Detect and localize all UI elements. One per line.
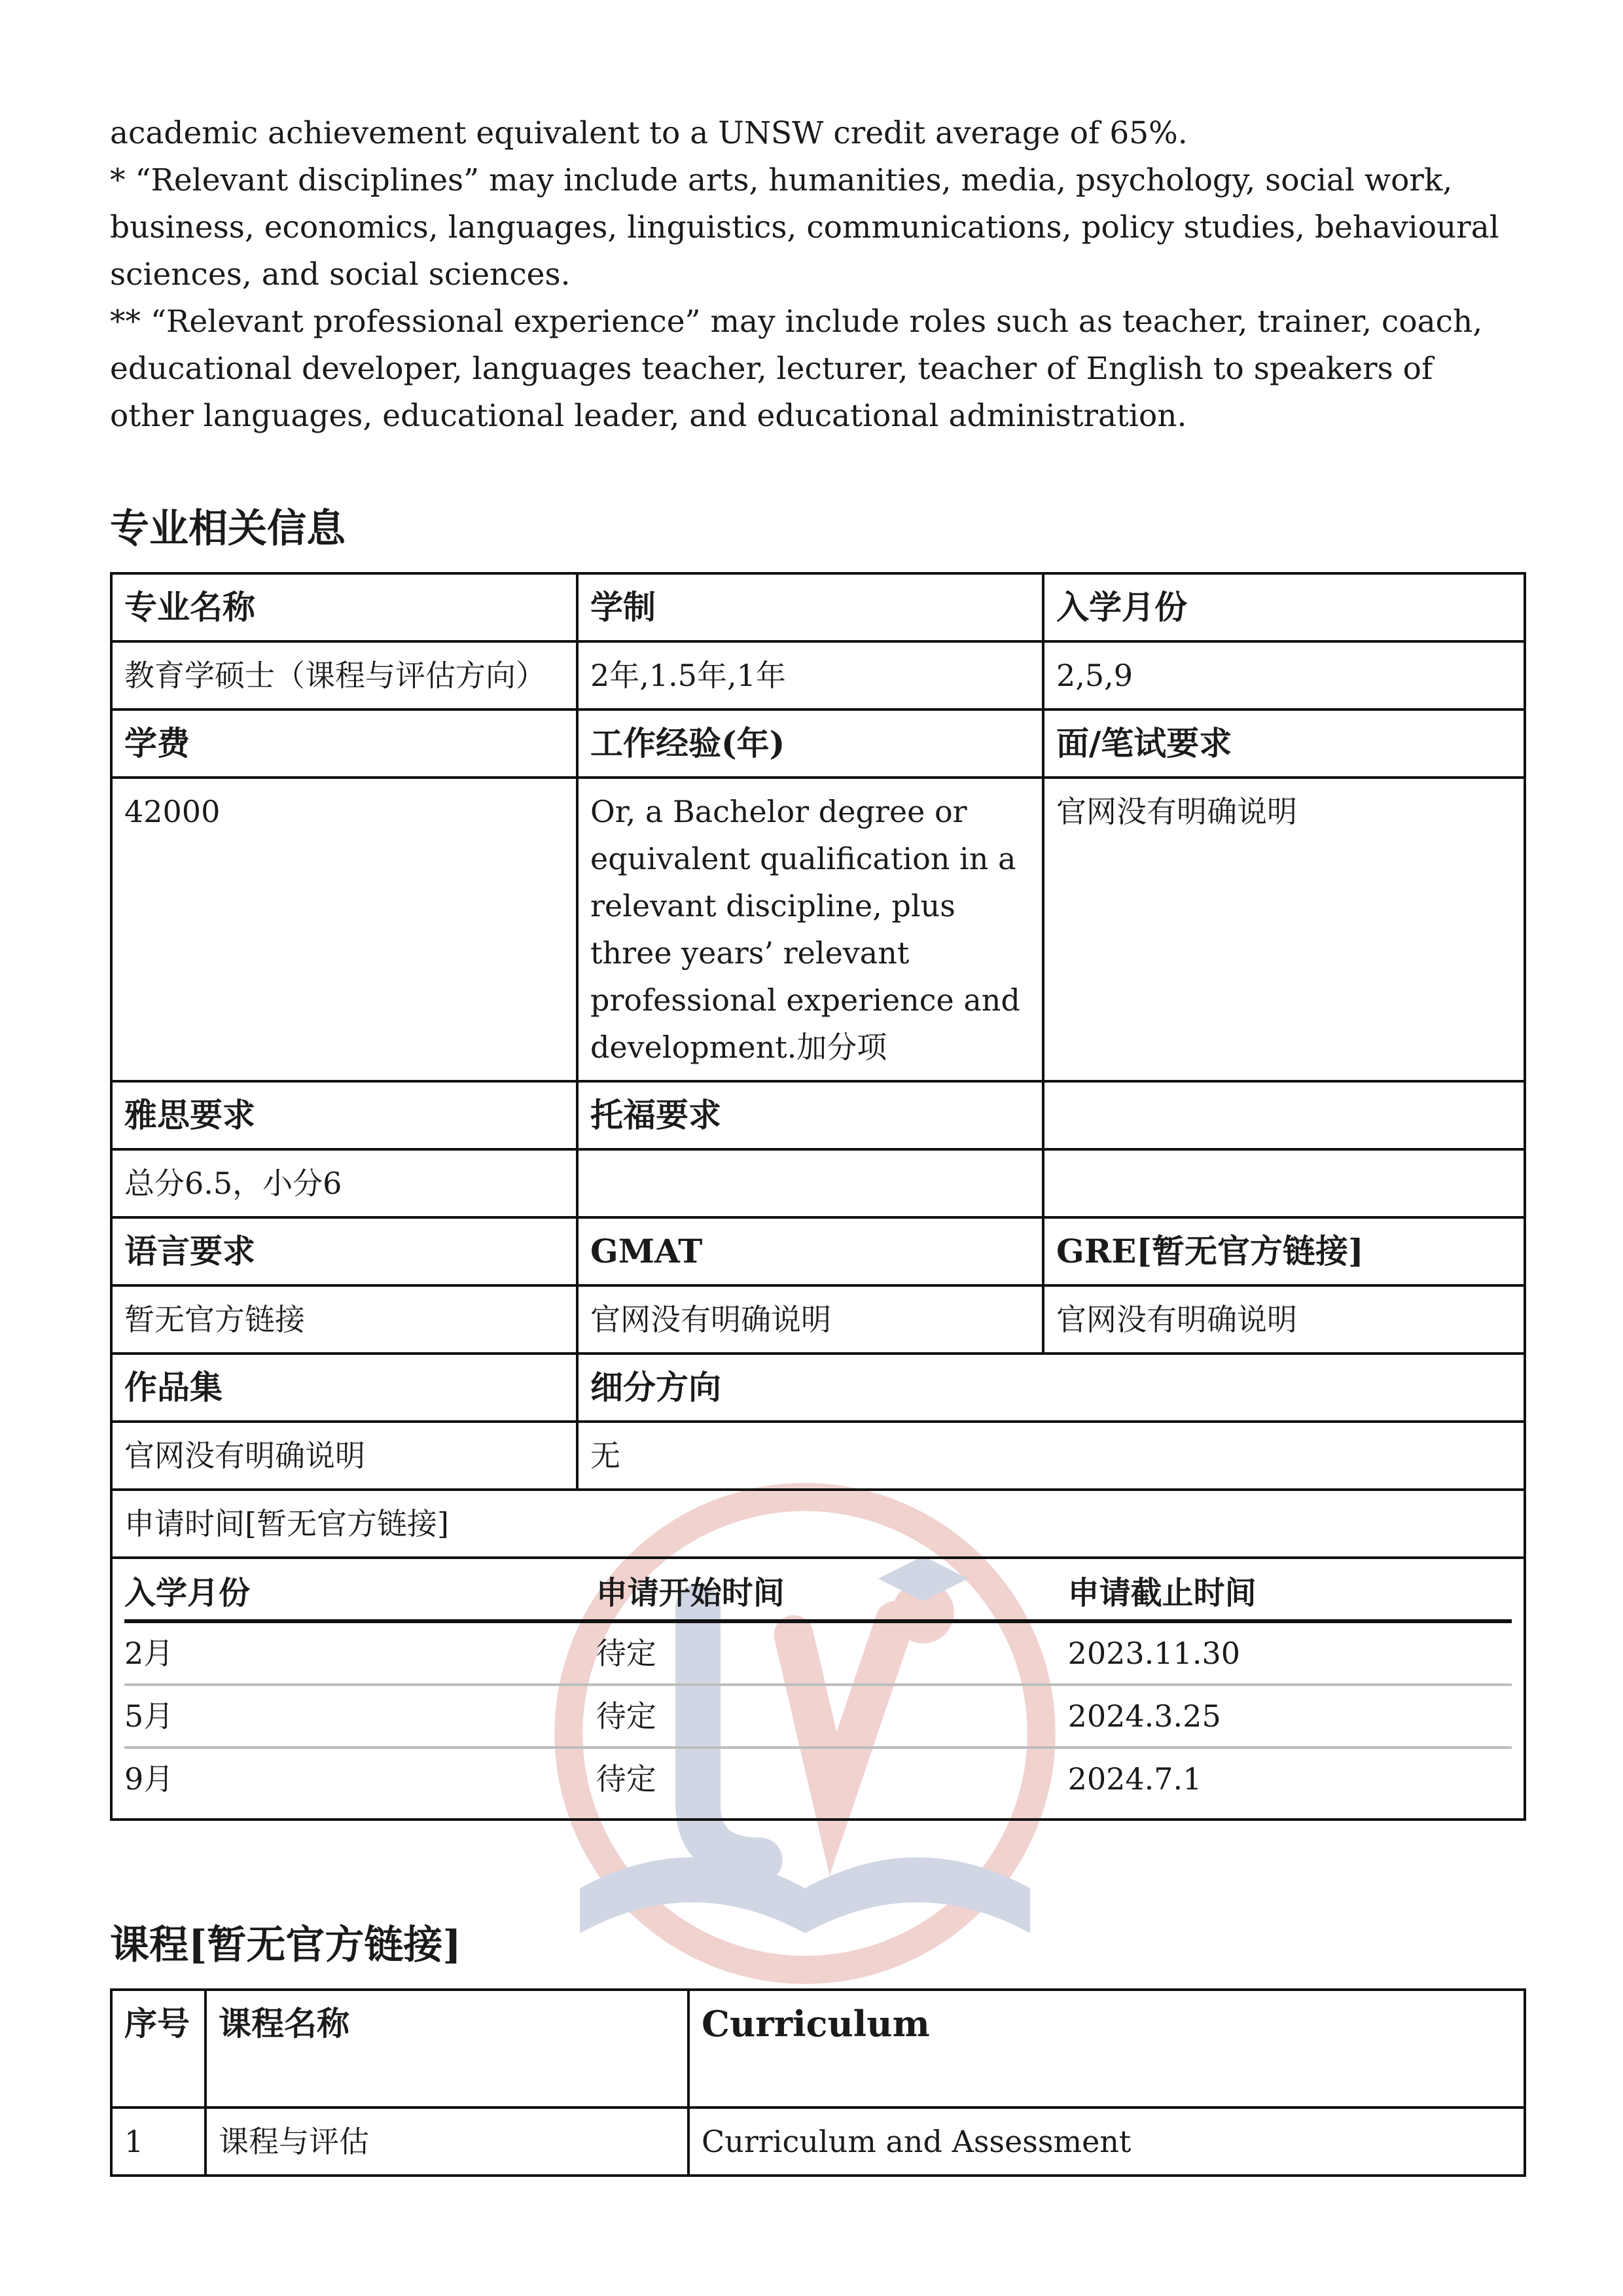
- schedule-intake: 5月: [124, 1685, 596, 1748]
- document-page: [110, 110, 1524, 2177]
- portfolio-value: 官网没有明确说明: [111, 1422, 577, 1490]
- intake-label: 入学月份: [1043, 573, 1525, 641]
- language-label: 语言要求: [111, 1217, 577, 1285]
- empty-cell: [1043, 1149, 1525, 1217]
- intro-note-disciplines: * “Relevant disciplines” may include arts, humanities, media, psychology, social work, business, economics, languages, linguistics, communications, policy studies, behavioural sciences, and social sciences.: [110, 162, 1499, 293]
- schedule-header: 入学月份: [124, 1566, 596, 1621]
- gre-label: GRE[暂无官方链接]: [1043, 1217, 1525, 1285]
- intro-line: academic achievement equivalent to a UNSW credit average of 65%.: [110, 115, 1188, 151]
- schedule-intake: 9月: [124, 1761, 174, 1797]
- course-table: [110, 1988, 1526, 2177]
- course-name-header: 课程名称: [205, 1990, 688, 2108]
- tuition-label: 学费: [111, 709, 577, 778]
- schedule-open: 待定: [596, 1685, 1068, 1748]
- ielts-value: 总分6.5，小分6: [111, 1149, 577, 1217]
- course-index-header: 序号: [111, 1990, 205, 2108]
- toefl-value: [577, 1149, 1043, 1217]
- ielts-label: 雅思要求: [111, 1081, 577, 1149]
- portfolio-label: 作品集: [111, 1354, 577, 1422]
- specialization-value: 无: [577, 1422, 1525, 1490]
- toefl-label: 托福要求: [577, 1081, 1043, 1149]
- schedule-intake: 2月: [124, 1621, 596, 1685]
- schedule-deadline: 2024.3.25: [1068, 1685, 1512, 1748]
- duration-label: 学制: [577, 573, 1043, 641]
- specialization-label: 细分方向: [577, 1354, 1525, 1422]
- intake-value: 2,5,9: [1043, 641, 1525, 709]
- work-experience-value: Or, a Bachelor degree or equivalent qualification in a relevant discipline, plus three years’ relevant professional experience and development.加分项: [577, 778, 1043, 1081]
- intro-section: [110, 110, 1524, 440]
- work-experience-label: 工作经验(年): [577, 709, 1043, 778]
- table-row: [124, 1748, 1512, 1809]
- duration-value: 2年,1.5年,1年: [577, 641, 1043, 709]
- program-name-label: 专业名称: [111, 573, 577, 641]
- course-name: 课程与评估: [205, 2108, 688, 2176]
- gmat-label: GMAT: [577, 1217, 1043, 1285]
- language-value: 暂无官方链接: [111, 1285, 577, 1354]
- table-row: [124, 1621, 1512, 1685]
- tuition-value: 42000: [111, 778, 577, 1081]
- schedule-deadline: 2024.7.1: [1067, 1761, 1202, 1797]
- gmat-value: 官网没有明确说明: [577, 1285, 1043, 1354]
- course-curriculum: Curriculum and Assessment: [688, 2108, 1525, 2176]
- interview-label: 面/笔试要求: [1043, 709, 1525, 778]
- schedule-header: 申请开始时间: [596, 1566, 1068, 1621]
- interview-value: 官网没有明确说明: [1043, 778, 1525, 1081]
- intro-note-experience: ** “Relevant professional experience” may include roles such as teacher, trainer, coach, educational developer, languages teacher, lecturer, teacher of English to speakers of other languages, educational leader, and educational administration.: [110, 304, 1483, 434]
- application-schedule-table: [124, 1566, 1512, 1809]
- schedule-open: 待定: [596, 1761, 656, 1797]
- program-info-heading: 专业相关信息: [110, 506, 346, 552]
- curriculum-header: Curriculum: [688, 1990, 1525, 2108]
- schedule-header-row: [124, 1566, 1512, 1621]
- gre-value: 官网没有明确说明: [1043, 1285, 1525, 1354]
- course-heading: 课程[暂无官方链接]: [110, 1922, 461, 1968]
- table-row: [124, 1685, 1512, 1748]
- course-index: 1: [111, 2108, 205, 2176]
- application-time-label: 申请时间[暂无官方链接]: [111, 1490, 1525, 1558]
- schedule-deadline: 2023.11.30: [1068, 1621, 1512, 1685]
- schedule-header: 申请截止时间: [1068, 1566, 1512, 1621]
- program-name-value: 教育学硕士（课程与评估方向）: [111, 641, 577, 709]
- schedule-open: 待定: [596, 1621, 1068, 1685]
- program-info-table: [110, 572, 1526, 1821]
- schedule-cell: [111, 1558, 1525, 1820]
- empty-cell: [1043, 1081, 1525, 1149]
- table-row: [111, 2108, 1525, 2176]
